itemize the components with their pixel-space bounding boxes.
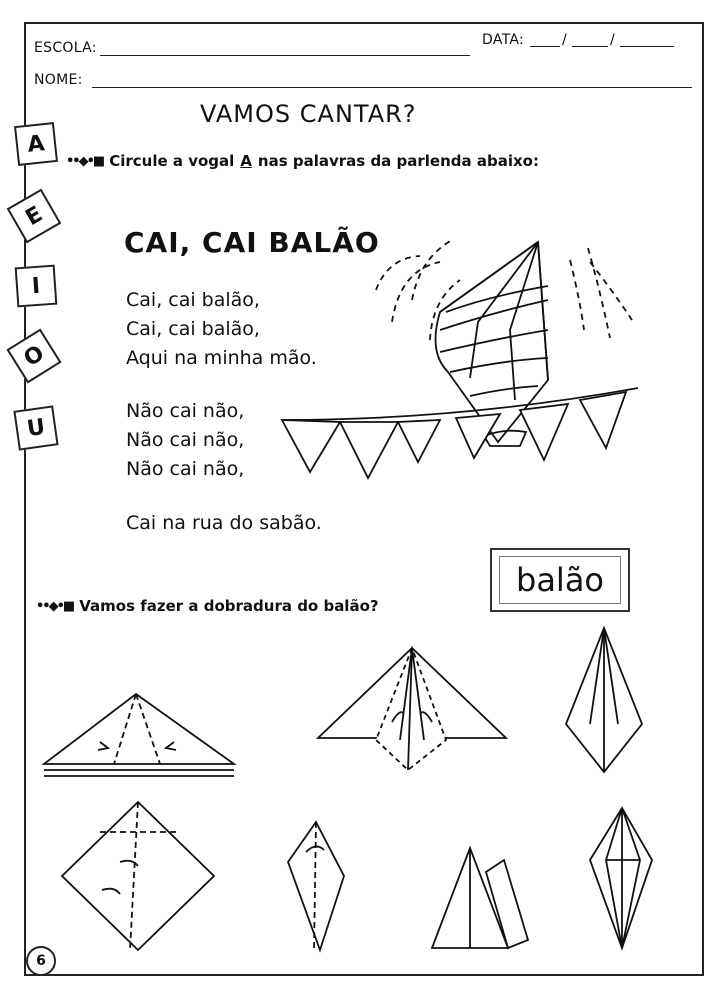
page-title: VAMOS CANTAR? [200, 100, 417, 128]
diamond-bullet-icon: ••◆•■ [36, 598, 74, 614]
page-number: 6 [26, 946, 56, 976]
fold-step-2 [318, 648, 506, 770]
fold-step-3 [566, 628, 642, 772]
fold-step-1 [44, 694, 234, 776]
date-label: DATA: [482, 32, 525, 48]
diamond-bullet-icon: ••◆•■ [66, 153, 104, 169]
stanza-2: Não cai não, Não cai não, Não cai não, [126, 400, 245, 480]
stanza-1: Cai, cai balão, Cai, cai balão, Aqui na minha mão. [126, 289, 317, 369]
instruction-circle-vowel: ••◆•■ Circule a vogal A nas palavras da parlenda abaixo: [66, 152, 539, 170]
vowel-box-a: A [14, 122, 58, 166]
name-label: NOME: [34, 72, 83, 88]
bunting-icon [282, 388, 638, 478]
fold-step-4 [62, 802, 214, 950]
vowel-box-e: E [7, 189, 62, 244]
fold-step-5 [288, 822, 344, 950]
song-title: CAI, CAI BALÃO [124, 226, 380, 259]
vowel-box-o: O [6, 328, 61, 383]
date-separator: / [562, 32, 568, 48]
fold-step-7 [590, 808, 652, 948]
word-card: balão [490, 548, 630, 612]
fold-step-6 [432, 848, 528, 948]
target-vowel: A [240, 152, 252, 170]
instruction-fold-balloon: ••◆•■ Vamos fazer a dobradura do balão? [36, 597, 379, 615]
vowel-box-i: I [15, 265, 58, 308]
last-line: Cai na rua do sabão. [126, 512, 322, 534]
date-separator: / [610, 32, 616, 48]
vowel-box-u: U [13, 405, 58, 450]
school-label: ESCOLA: [34, 40, 97, 56]
